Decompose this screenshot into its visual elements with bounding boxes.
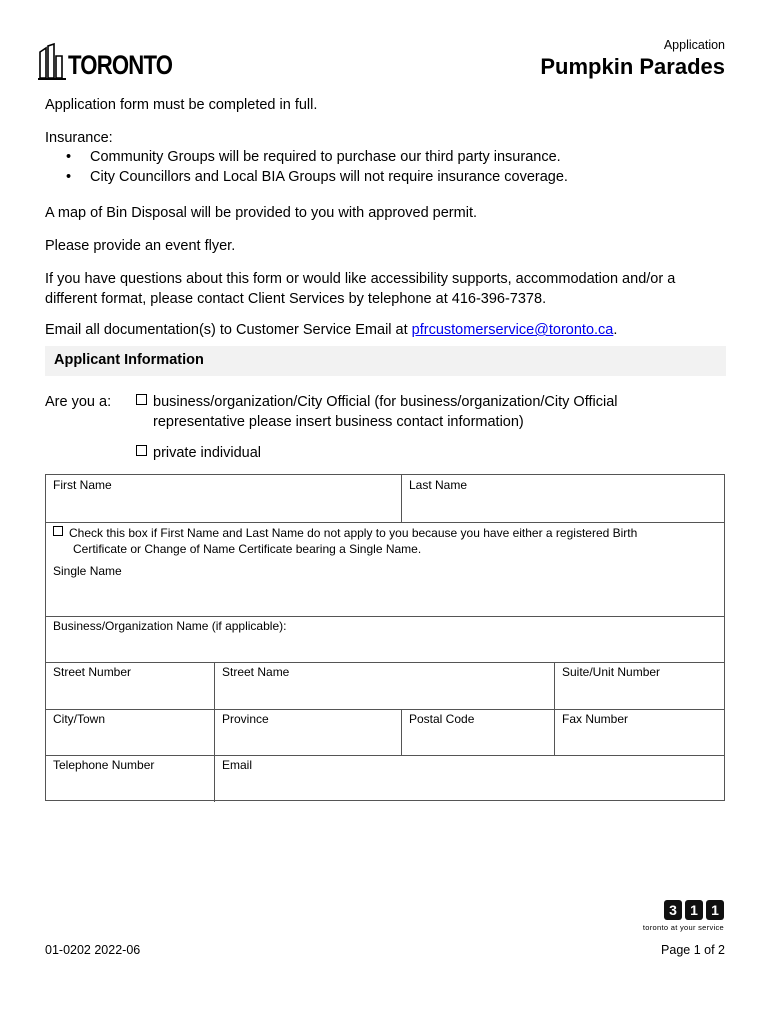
fax-number-label: Fax Number	[562, 712, 629, 726]
single-name-check-label-cont: Certificate or Change of Name Certificate bearing a Single Name.	[73, 542, 422, 556]
first-name-label: First Name	[53, 478, 112, 492]
option-individual	[136, 443, 261, 463]
flyer-note: Please provide an event flyer.	[45, 238, 236, 254]
last-name-label: Last Name	[409, 478, 468, 492]
option-individual-label: private individual	[153, 445, 262, 461]
single-name-field[interactable]	[46, 563, 725, 616]
email-note	[45, 320, 617, 340]
suite-unit-label: Suite/Unit Number	[562, 665, 661, 679]
logo-wordmark: TORONTO	[68, 50, 173, 80]
applicant-form-grid	[45, 474, 725, 801]
completion-note: Application form must be completed in full.	[45, 97, 318, 113]
section-title: Applicant Information	[54, 352, 204, 368]
email-suffix: .	[613, 322, 618, 338]
page-number: Page 1 of 2	[661, 943, 725, 957]
insurance-heading: Insurance:	[45, 130, 113, 146]
logo-311-tagline: toronto at your service	[642, 923, 724, 932]
list-item: • Community Groups will be required to purchase our third party insurance.	[66, 147, 568, 167]
email-link[interactable]: pfrcustomerservice@toronto.ca	[411, 322, 614, 338]
single-name-check-row	[53, 525, 637, 557]
list-item: • City Councillors and Local BIA Groups will not require insurance coverage.	[66, 167, 568, 187]
option-business	[136, 392, 617, 432]
individual-checkbox[interactable]	[136, 445, 147, 456]
street-name-label: Street Name	[222, 665, 290, 679]
option-business-label: business/organization/City Official (for business/organization/City Official	[153, 394, 618, 410]
business-checkbox[interactable]	[136, 394, 147, 405]
digit-1-icon: 1	[685, 900, 703, 920]
single-name-checkbox[interactable]	[53, 526, 63, 536]
single-name-label: Single Name	[53, 564, 122, 578]
questions-line-2: different format, please contact Client Services by telephone at 416-396-7378.	[45, 291, 547, 307]
logo-311	[643, 900, 724, 932]
email-label: Email	[222, 758, 253, 772]
business-name-label: Business/Organization Name (if applicable):	[53, 619, 287, 633]
questions-note	[45, 269, 675, 309]
insurance-list	[66, 147, 568, 187]
telephone-label: Telephone Number	[53, 758, 155, 772]
postal-code-label: Postal Code	[409, 712, 475, 726]
city-town-label: City/Town	[53, 712, 106, 726]
digit-1b-icon: 1	[706, 900, 724, 920]
email-field[interactable]	[215, 756, 725, 801]
questions-line-1: If you have questions about this form or would like accessibility supports, accommodation and/or a	[45, 271, 676, 287]
are-you-label: Are you a:	[45, 394, 112, 410]
single-name-check-label: Check this box if First Name and Last Name do not apply to you because you have either a registered Birth	[69, 526, 638, 540]
document-type: Application	[663, 38, 725, 52]
map-note: A map of Bin Disposal will be provided to you with approved permit.	[45, 205, 477, 221]
province-label: Province	[222, 712, 269, 726]
street-number-label: Street Number	[53, 665, 132, 679]
option-business-label-cont: representative please insert business contact information)	[153, 414, 524, 430]
form-code: 01-0202 2022-06	[45, 943, 141, 957]
digit-3-icon: 3	[664, 900, 682, 920]
page-title: Pumpkin Parades	[540, 54, 725, 79]
email-prefix: Email all documentation(s) to Customer Service Email at	[45, 322, 412, 338]
